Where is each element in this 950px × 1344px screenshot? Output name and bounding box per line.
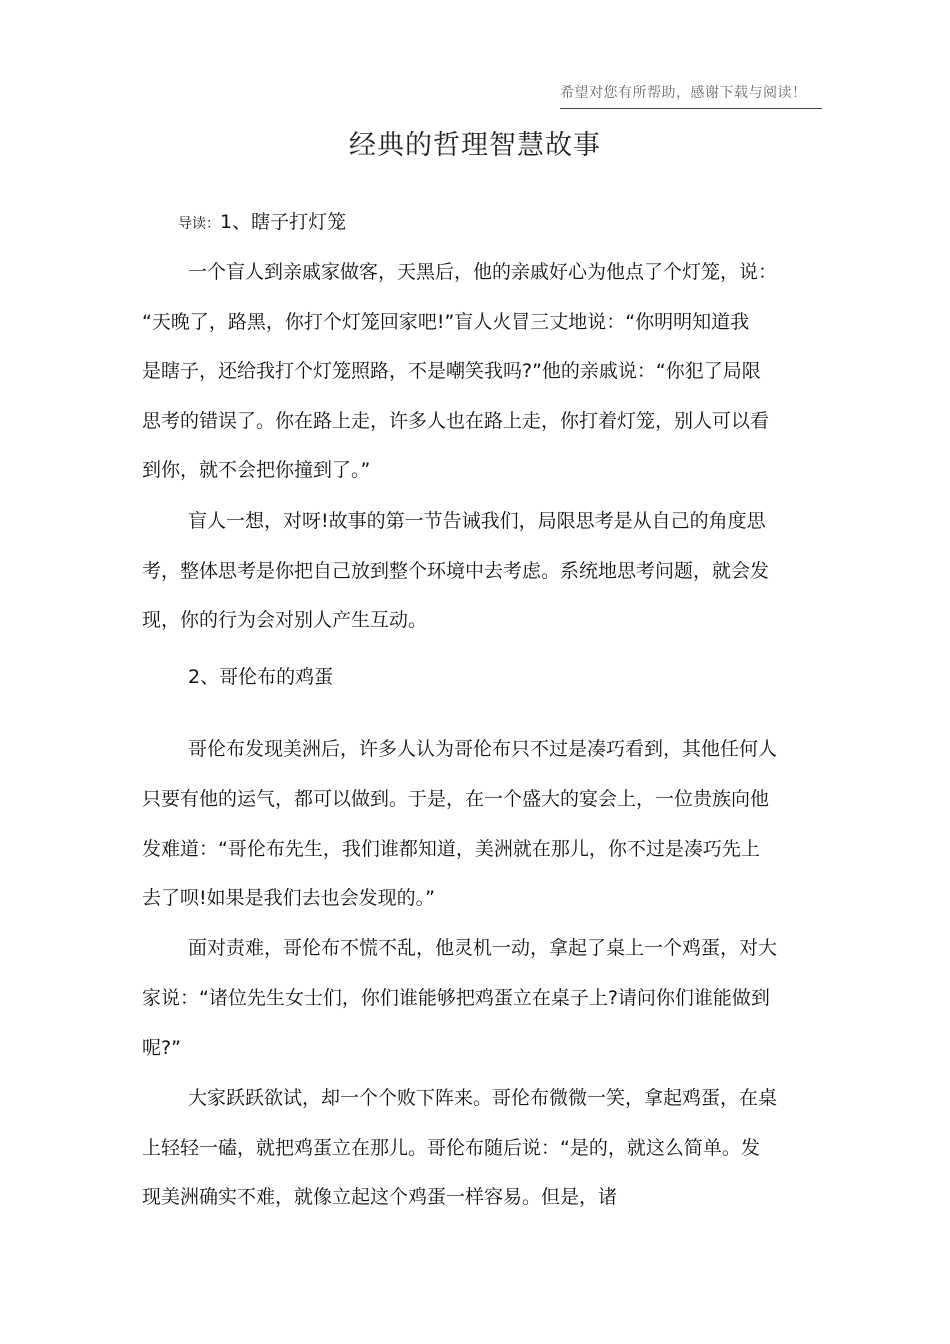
paragraph-line: 家说：“诸位先生女士们，你们谁能够把鸡蛋立在桌子上?请问你们谁能做到 xyxy=(142,987,770,1009)
paragraph-line: 呢?” xyxy=(142,1037,181,1059)
paragraph-line: 哥伦布发现美洲后，许多人认为哥伦布只不过是凑巧看到，其他任何人 xyxy=(188,738,778,760)
paragraph-line: 是瞎子，还给我打个灯笼照路，不是嘲笑我吗?”他的亲戚说：“你犯了局限 xyxy=(142,360,761,382)
section-heading-1: 1、瞎子打灯笼 xyxy=(220,211,347,233)
section-heading-2: 2、哥伦布的鸡蛋 xyxy=(188,666,334,688)
paragraph-line: 一个盲人到亲戚家做客，天黑后，他的亲戚好心为他点了个灯笼，说： xyxy=(188,261,778,283)
paragraph-line: 大家跃跃欲试，却一个个败下阵来。哥伦布微微一笑，拿起鸡蛋，在桌 xyxy=(188,1087,778,1109)
header-note: 希望对您有所帮助，感谢下载与阅读！ xyxy=(560,82,822,109)
paragraph-line: “天晚了，路黑，你打个灯笼回家吧!”盲人火冒三丈地说：“你明明知道我 xyxy=(142,311,750,333)
paragraph-line: 盲人一想，对呀!故事的第一节告诫我们，局限思考是从自己的角度思 xyxy=(188,510,766,532)
paragraph-line: 只要有他的运气，都可以做到。于是，在一个盛大的宴会上，一位贵族向他 xyxy=(142,788,770,810)
intro-label: 导读： xyxy=(178,216,220,232)
paragraph-line: 面对责难，哥伦布不慌不乱，他灵机一动，拿起了桌上一个鸡蛋，对大 xyxy=(188,937,778,959)
intro-line xyxy=(178,210,346,236)
paragraph-line: 发难道：“哥伦布先生，我们谁都知道，美洲就在那儿，你不过是凑巧先上 xyxy=(142,838,760,860)
paragraph-line: 到你，就不会把你撞到了。” xyxy=(142,459,371,481)
paragraph-line: 现美洲确实不难，就像立起这个鸡蛋一样容易。但是，诸 xyxy=(142,1186,618,1208)
paragraph-line: 去了呗!如果是我们去也会发现的。” xyxy=(142,887,435,909)
paragraph-line: 现，你的行为会对别人产生互动。 xyxy=(142,609,428,631)
paragraph-line: 上轻轻一磕，就把鸡蛋立在那儿。哥伦布随后说：“是的，就这么简单。发 xyxy=(142,1137,760,1159)
paragraph-line: 考，整体思考是你把自己放到整个环境中去考虑。系统地思考问题，就会发 xyxy=(142,560,770,582)
paragraph-line: 思考的错误了。你在路上走，许多人也在路上走，你打着灯笼，别人可以看 xyxy=(142,410,770,432)
document-title: 经典的哲理智慧故事 xyxy=(349,130,601,161)
